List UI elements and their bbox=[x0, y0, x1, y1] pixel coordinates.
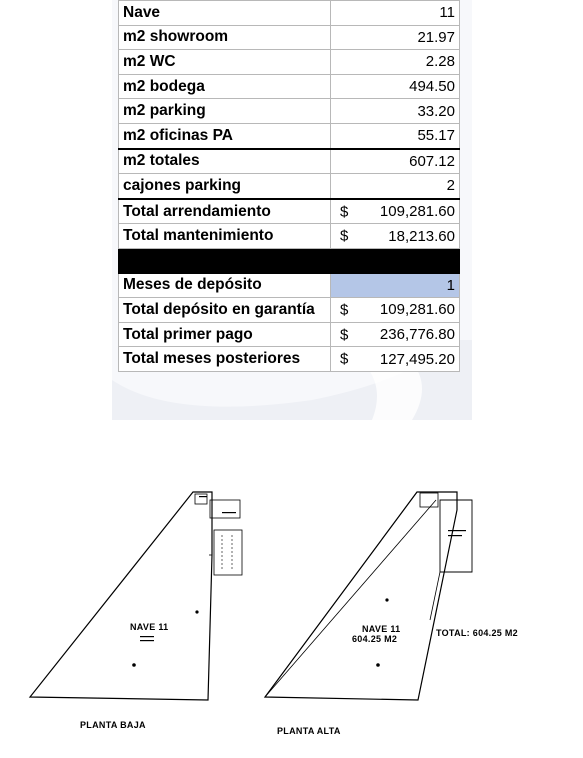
table-row bbox=[119, 25, 460, 50]
row-label: Total depósito en garantía bbox=[119, 298, 331, 323]
plan-annotations bbox=[140, 496, 466, 641]
row-value: 33.20 bbox=[331, 99, 460, 124]
row-value: 55.17 bbox=[331, 123, 460, 148]
table-row bbox=[119, 149, 460, 174]
currency-symbol: $ bbox=[340, 301, 349, 319]
amount: 109,281.60 bbox=[379, 203, 455, 221]
row-value: 494.50 bbox=[331, 74, 460, 99]
row-value: 21.97 bbox=[331, 25, 460, 50]
row-label: m2 oficinas PA bbox=[119, 123, 331, 148]
currency-symbol: $ bbox=[340, 203, 349, 221]
row-value bbox=[331, 199, 460, 224]
row-value bbox=[331, 347, 460, 372]
table-row bbox=[119, 347, 460, 372]
separator-row bbox=[119, 248, 460, 273]
upper-floor-label: PLANTA ALTA bbox=[277, 726, 341, 736]
row-value bbox=[331, 224, 460, 249]
upper-floor-plan bbox=[265, 492, 472, 700]
amount: 127,495.20 bbox=[379, 350, 455, 368]
row-label: Total arrendamiento bbox=[119, 199, 331, 224]
row-label: m2 WC bbox=[119, 50, 331, 75]
table-row bbox=[119, 174, 460, 199]
ground-floor-label: PLANTA BAJA bbox=[80, 720, 146, 730]
amount: 109,281.60 bbox=[379, 301, 455, 319]
row-label: m2 totales bbox=[119, 149, 331, 174]
row-label: Nave bbox=[119, 1, 331, 26]
upper-area-label: 604.25 M2 bbox=[352, 634, 398, 644]
row-value: 607.12 bbox=[331, 149, 460, 174]
total-area-label: TOTAL: 604.25 M2 bbox=[436, 628, 518, 638]
table-row bbox=[119, 199, 460, 224]
amount: 18,213.60 bbox=[388, 227, 455, 245]
table-row bbox=[119, 224, 460, 249]
row-label: Total meses posteriores bbox=[119, 347, 331, 372]
separator-cell bbox=[119, 248, 331, 273]
lease-summary-table bbox=[118, 0, 460, 372]
ground-nave-label: NAVE 11 bbox=[130, 622, 169, 632]
row-label: Total mantenimiento bbox=[119, 224, 331, 249]
amount: 236,776.80 bbox=[379, 326, 455, 344]
row-value bbox=[331, 322, 460, 347]
row-label: cajones parking bbox=[119, 174, 331, 199]
table-row bbox=[119, 123, 460, 148]
row-label: Meses de depósito bbox=[119, 273, 331, 298]
row-value bbox=[331, 298, 460, 323]
row-label: Total primer pago bbox=[119, 322, 331, 347]
table-row bbox=[119, 50, 460, 75]
separator-cell bbox=[331, 248, 460, 273]
ground-floor-plan bbox=[30, 492, 242, 700]
table-row bbox=[119, 99, 460, 124]
table-row bbox=[119, 298, 460, 323]
table-row bbox=[119, 74, 460, 99]
row-label: m2 parking bbox=[119, 99, 331, 124]
currency-symbol: $ bbox=[340, 326, 349, 344]
row-value: 2 bbox=[331, 174, 460, 199]
table-row bbox=[119, 273, 460, 298]
row-label: m2 showroom bbox=[119, 25, 331, 50]
currency-symbol: $ bbox=[340, 350, 349, 368]
table-row bbox=[119, 322, 460, 347]
currency-symbol: $ bbox=[340, 227, 349, 245]
table-row bbox=[119, 1, 460, 26]
deposit-months-input[interactable]: 1 bbox=[331, 273, 460, 298]
row-label: m2 bodega bbox=[119, 74, 331, 99]
row-value: 11 bbox=[331, 1, 460, 26]
upper-nave-label: NAVE 11 bbox=[362, 624, 401, 634]
row-value: 2.28 bbox=[331, 50, 460, 75]
